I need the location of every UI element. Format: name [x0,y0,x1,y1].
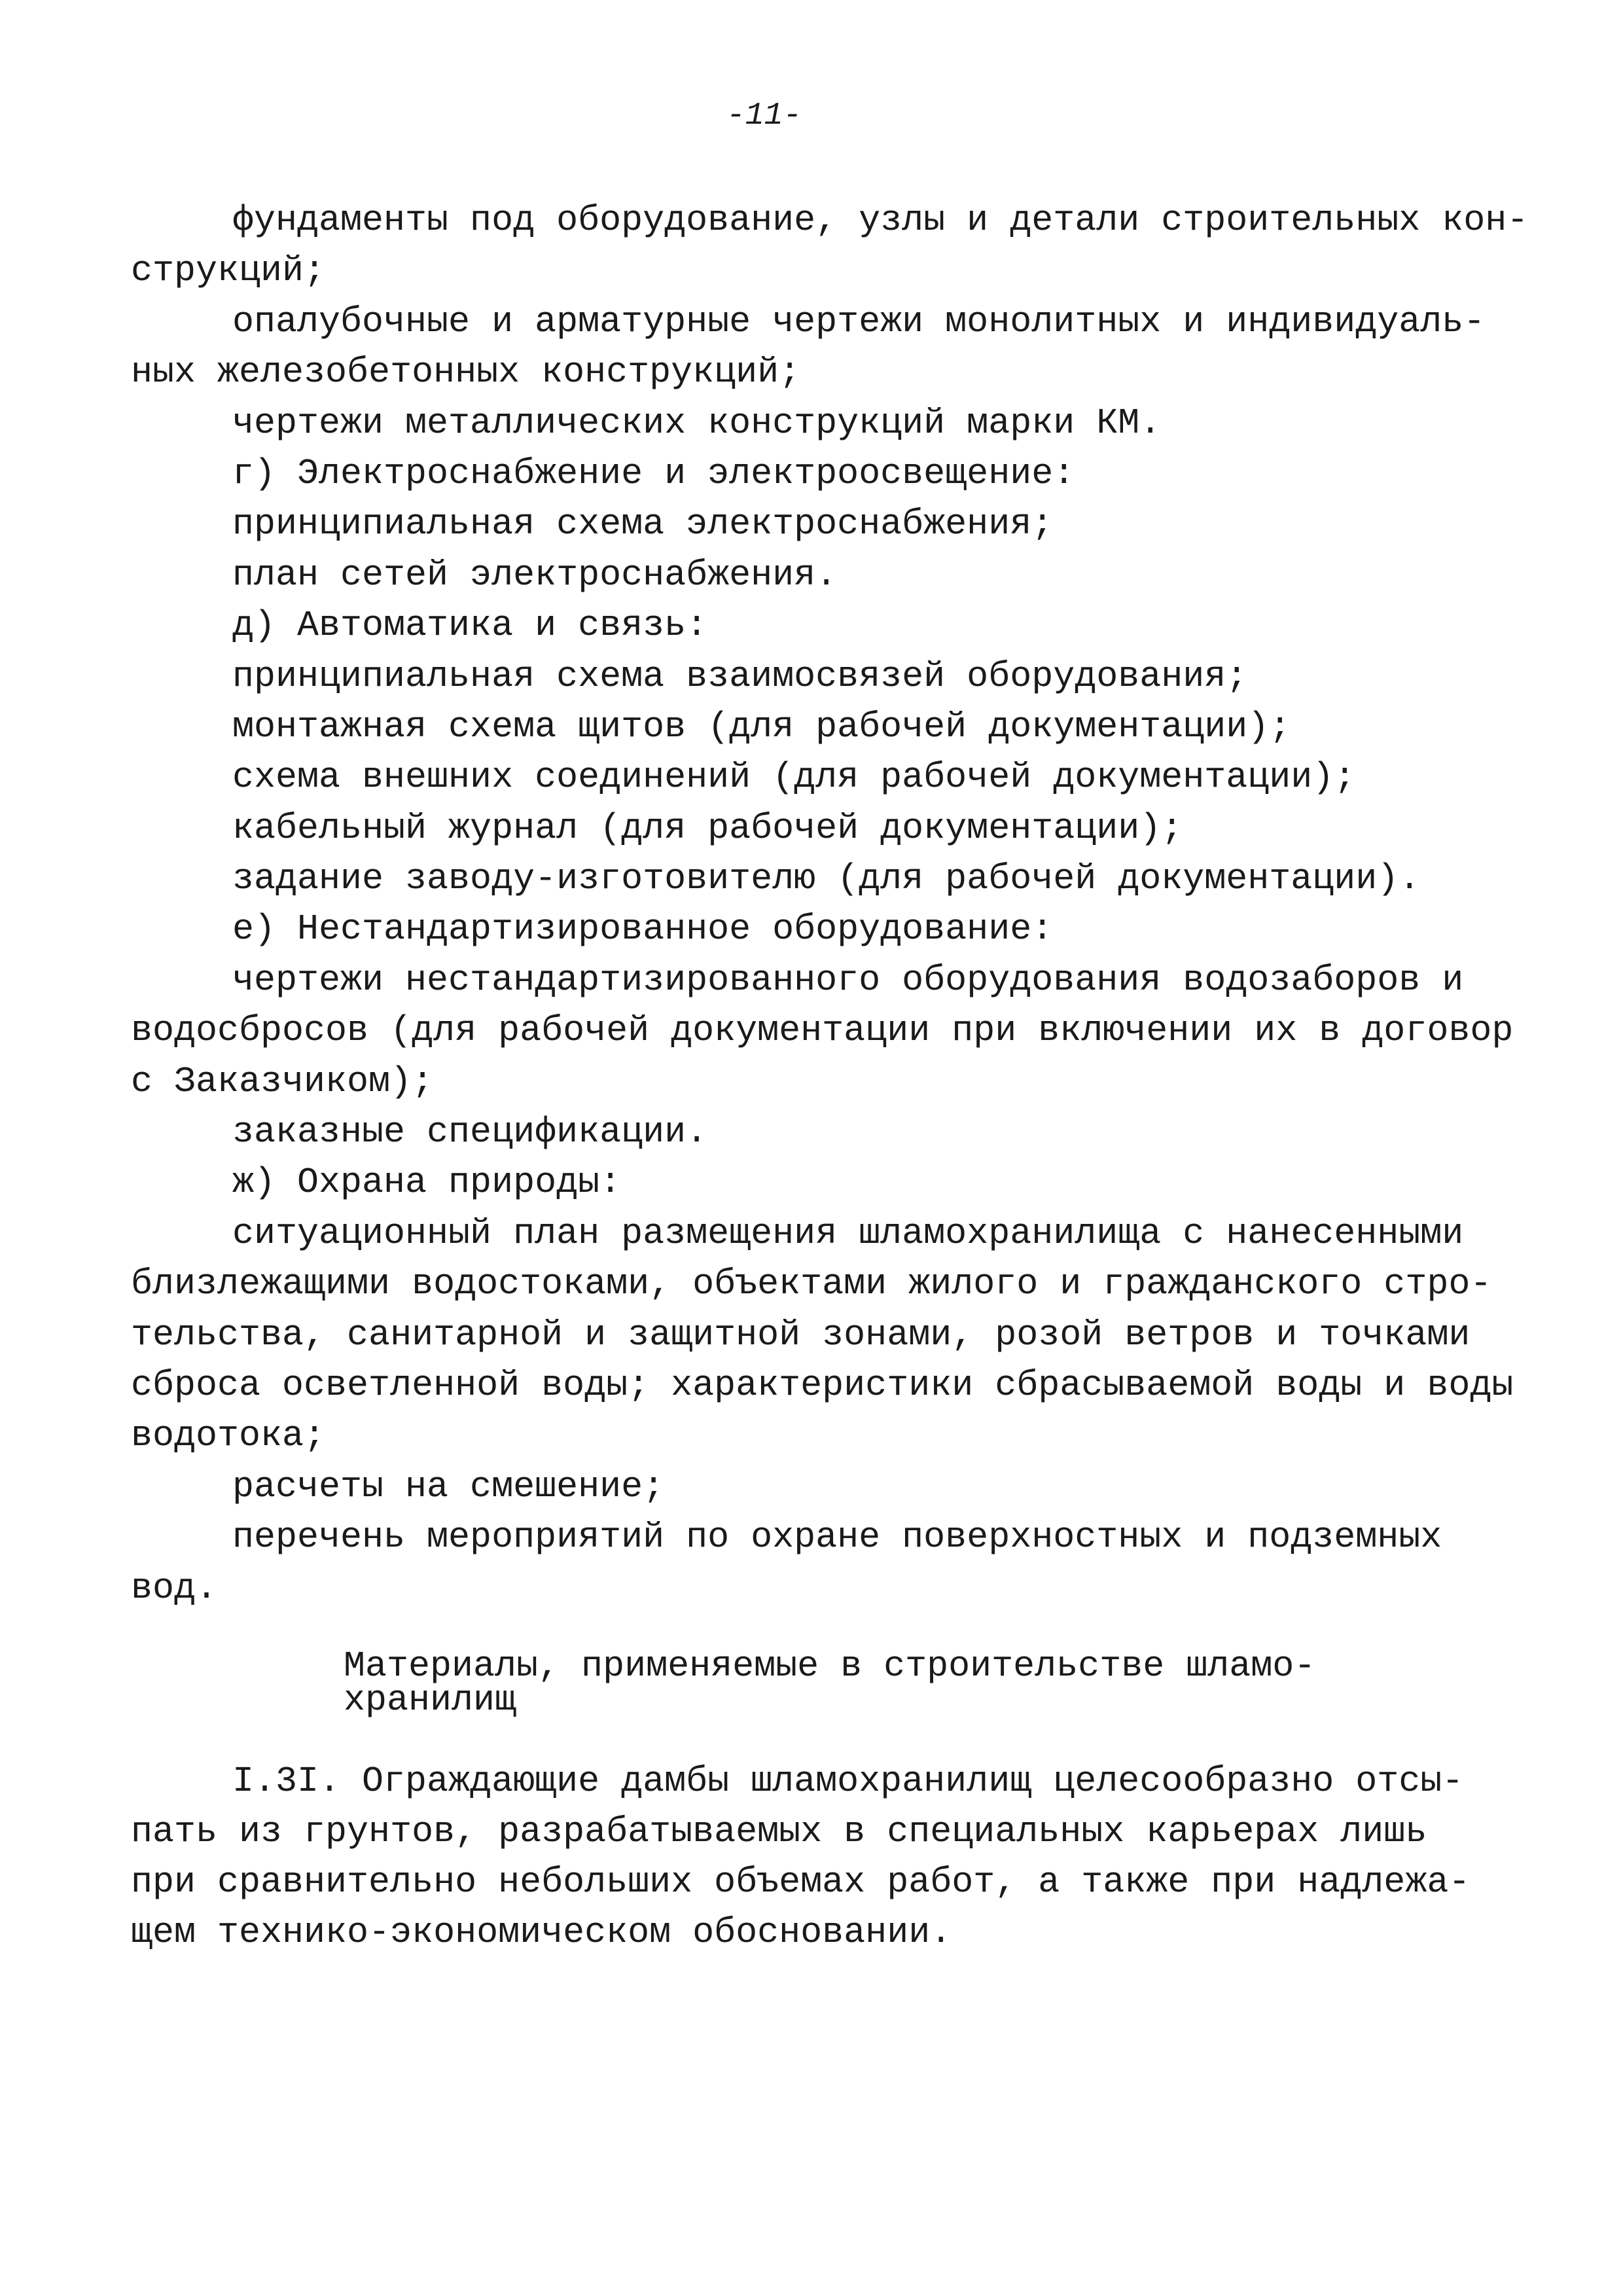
text-line: ситуационный план размещения шламохранилища с нанесенными [232,1212,1464,1254]
text-line: кабельный журнал (для рабочей документации); [232,807,1183,849]
text-line: заказные спецификации. [232,1111,708,1153]
text-line: схема внешних соединений (для рабочей документации); [232,757,1356,798]
text-line: г) Электроснабжение и электроосвещение: [232,452,1075,494]
page-number: -11- [726,98,802,134]
text-line: водосбросов (для рабочей документации при включении их в договор [131,1010,1514,1052]
body-text [131,195,1529,1613]
section-heading-line: хранилищ [344,1679,517,1721]
text-line: при сравнительно небольших объемах работ, а также при надлежа- [131,1861,1471,1903]
text-line: расчеты на смешение; [232,1465,665,1507]
section-heading-line: Материалы, применяемые в строительстве шламо- [344,1645,1316,1687]
text-line: сброса осветленной воды; характеристики сбрасываемой воды и воды [131,1364,1514,1406]
text-line: с Заказчиком); [131,1060,434,1102]
text-line: водотока; [131,1415,326,1457]
text-line: I.3I. Ограждающие дамбы шламохранилищ целесообразно отсы- [232,1761,1464,1802]
text-line: вод. [131,1567,218,1609]
text-line: фундаменты под оборудование, узлы и детали строительных кон- [232,200,1529,241]
text-line: задание заводу-изготовителю (для рабочей документации). [232,858,1421,900]
text-line: щем технико-экономическом обосновании. [131,1912,952,1953]
section-heading [344,1645,1316,1721]
text-line: принципиальная схема электроснабжения; [232,503,1054,545]
text-line: струкций; [131,250,326,292]
text-line: монтажная схема щитов (для рабочей документации); [232,706,1291,747]
text-line: опалубочные и арматурные чертежи монолитных и индивидуаль- [232,300,1486,342]
paragraph-1-31 [131,1756,1505,1958]
text-line: план сетей электроснабжения. [232,554,838,596]
text-line: чертежи металлических конструкций марки КМ. [232,402,1162,444]
text-line: ных железобетонных конструкций; [131,351,801,393]
text-line: е) Нестандартизированное оборудование: [232,908,1054,950]
text-line: пать из грунтов, разрабатываемых в специальных карьерах лишь [131,1811,1427,1852]
text-line: д) Автоматика и связь: [232,605,708,647]
text-line: принципиальная схема взаимосвязей оборудования; [232,655,1248,697]
text-line: близлежащими водостоками, объектами жилого и гражданского стро- [131,1263,1492,1305]
text-line: перечень мероприятий по охране поверхностных и подземных [232,1516,1442,1558]
text-line: чертежи нестандартизированного оборудования водозаборов и [232,959,1464,1001]
text-line: тельства, санитарной и защитной зонами, розой ветров и точками [131,1314,1471,1355]
text-line: ж) Охрана природы: [232,1162,622,1204]
